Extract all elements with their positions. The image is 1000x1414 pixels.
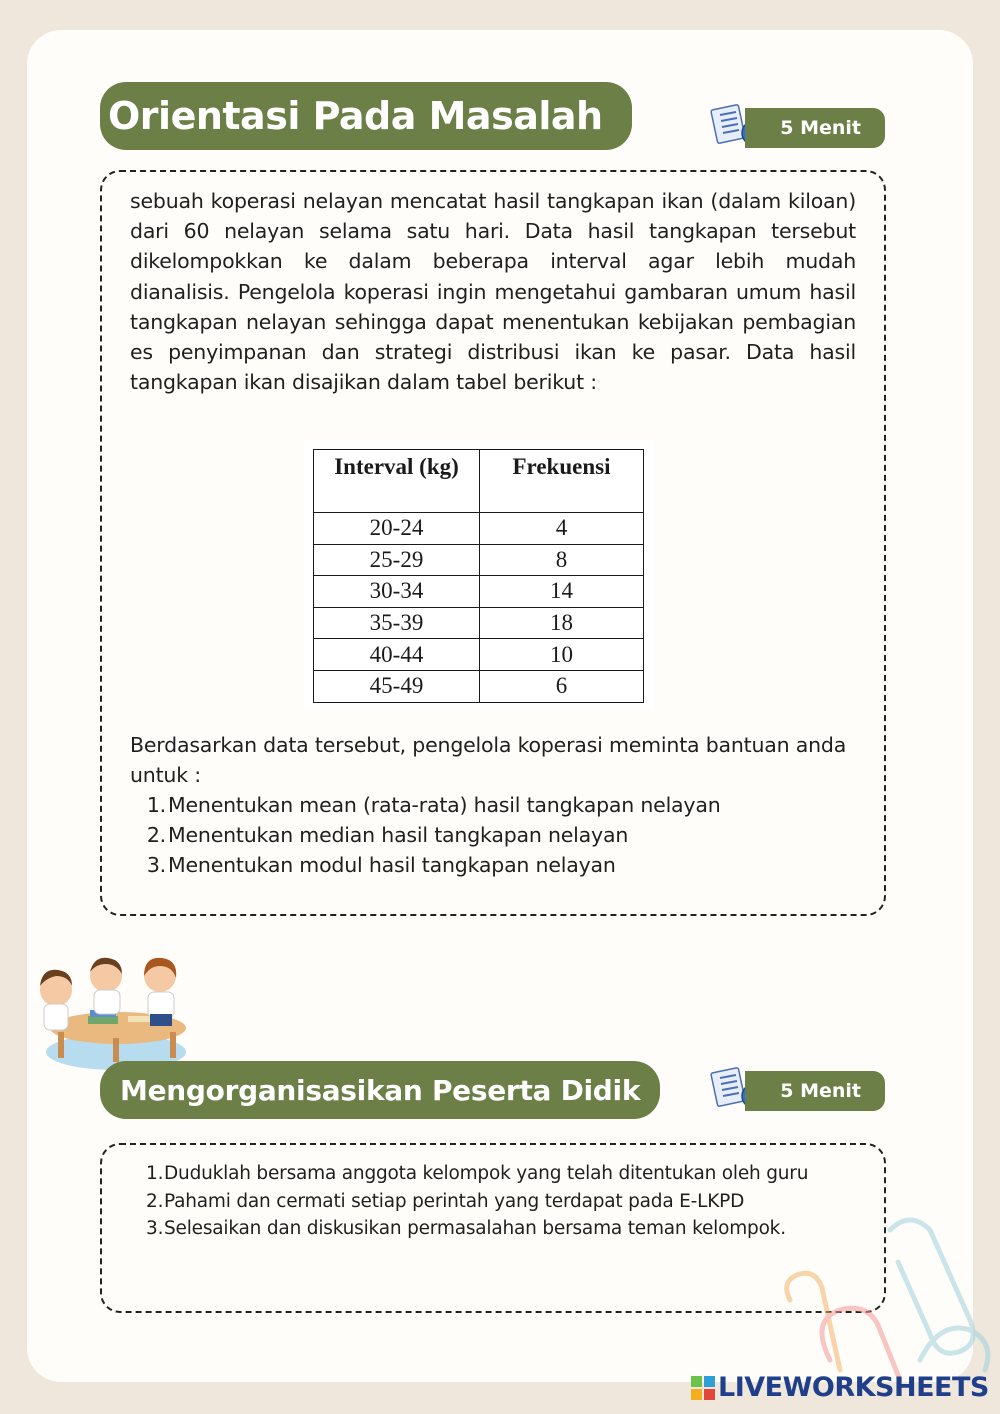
table-header-frekuensi: Frekuensi: [480, 450, 644, 513]
liveworksheets-watermark: [690, 1372, 989, 1403]
table-cell-frekuensi: 6: [480, 670, 644, 702]
duration-badge: 5 Menit: [745, 108, 885, 148]
list-text: Menentukan modul hasil tangkapan nelayan: [168, 853, 616, 878]
list-item: [146, 790, 866, 820]
table-cell-interval: 45-49: [314, 670, 480, 702]
duration-badge: 5 Menit: [745, 1071, 885, 1111]
table-row: [314, 670, 644, 702]
list-text: Selesaikan dan diskusikan permasalahan bersama teman kelompok.: [164, 1218, 786, 1239]
list-item: [146, 820, 866, 850]
list-number: 1.: [146, 1163, 164, 1184]
list-number: 3.: [146, 853, 166, 878]
list-text: Menentukan mean (rata-rata) hasil tangkapan nelayan: [168, 793, 721, 817]
table-row: [314, 513, 644, 545]
table-row: [314, 639, 644, 671]
problem-paragraph: sebuah koperasi nelayan mencatat hasil tangkapan ikan (dalam kiloan) dari 60 nelayan selama satu hari. Data hasil tangkapan tersebut dikelompokkan ke dalam beberapa interval agar lebih mudah dianalisis. Pengelola koperasi ingin mengetahui gambaran umum hasil tangkapan nelayan sehingga dapat menentukan kebijakan pembagian es penyimpanan dan strategi distribusi ikan ke pasar. Data hasil tangkapan ikan disajikan dalam tabel berikut :: [130, 189, 856, 395]
task-list: [146, 790, 866, 881]
list-text: Pahami dan cermati setiap perintah yang terdapat pada E-LKPD: [164, 1190, 745, 1212]
table-row: [314, 544, 644, 576]
section-title-mengorganisasikan: Mengorganisasikan Peserta Didik: [100, 1061, 660, 1119]
list-item: [146, 1160, 838, 1188]
table-cell-interval: 40-44: [314, 639, 480, 671]
table-header-interval: Interval (kg): [314, 450, 480, 513]
table-row: [314, 607, 644, 639]
table-row: [314, 576, 644, 608]
list-item: [146, 1188, 838, 1216]
request-text: Berdasarkan data tersebut, pengelola koperasi meminta bantuan anda untuk :: [130, 733, 847, 788]
table-cell-frekuensi: 4: [480, 513, 644, 545]
list-number: 3.: [146, 1218, 164, 1239]
paper-clip-decoration: [770, 1210, 1000, 1390]
table-cell-frekuensi: 8: [480, 544, 644, 576]
table-cell-interval: 30-34: [314, 576, 480, 608]
list-number: 2.: [146, 1190, 164, 1212]
students-illustration: [28, 946, 198, 1076]
liveworksheets-logo-icon: [690, 1375, 716, 1401]
table-cell-frekuensi: 10: [480, 639, 644, 671]
table-cell-interval: 25-29: [314, 544, 480, 576]
list-number: 1.: [146, 793, 166, 817]
frequency-table-image: [304, 440, 654, 708]
table-cell-interval: 20-24: [314, 513, 480, 545]
instruction-list: [146, 1160, 838, 1243]
list-text: Menentukan median hasil tangkapan nelayan: [168, 823, 629, 848]
list-item: [146, 1215, 838, 1243]
section-title-orientasi: Orientasi Pada Masalah: [100, 82, 632, 150]
watermark-text: LIVEWORKSHEETS: [718, 1372, 989, 1403]
frequency-table: [313, 449, 644, 703]
list-text: Duduklah bersama anggota kelompok yang telah ditentukan oleh guru: [164, 1163, 809, 1184]
table-cell-frekuensi: 18: [480, 607, 644, 639]
table-cell-interval: 35-39: [314, 607, 480, 639]
list-number: 2.: [146, 823, 166, 848]
list-item: [146, 850, 866, 880]
table-cell-frekuensi: 14: [480, 576, 644, 608]
